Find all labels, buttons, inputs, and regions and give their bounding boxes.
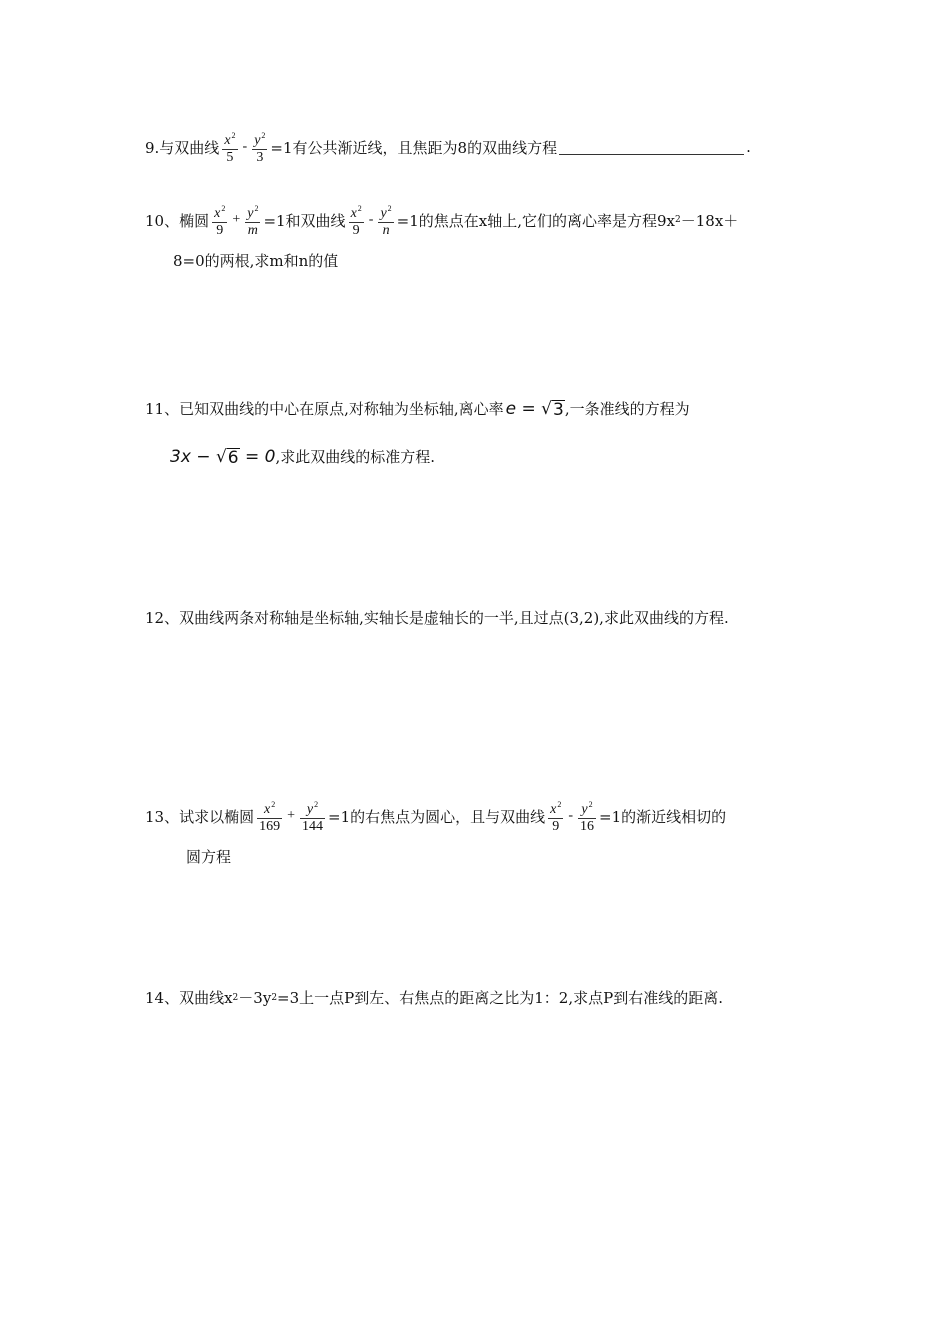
q9-text: =1有公共渐近线，且焦距为8的双曲线方程 (270, 138, 558, 157)
q9-prefix: 9.与双曲线 (145, 138, 220, 157)
eccentricity-expression: e = √ 3 (505, 398, 564, 420)
fraction-y2-over-144: $\frac{y^2}{144}$ (302, 800, 323, 834)
question-12: 12、双曲线两条对称轴是坐标轴,实轴长是虚轴长的一半,且过点(3,2),求此双曲线的方程. (145, 609, 729, 627)
fraction-y2-over-16: $\frac{y^2}{16}$ (580, 800, 595, 834)
question-11-line-2: 3x − √ 6 = 0 ,求此双曲线的标准方程. (170, 446, 436, 468)
sqrt-6: √ 6 (215, 446, 239, 468)
q13-prefix: 13、试求以椭圆 (145, 807, 255, 826)
question-14: 14、双曲线x 2 －3y 2 =3上一点P到左、右焦点的距离之比为1：2,求点P到右准线的距离. (145, 989, 723, 1007)
q11-prefix: 11、已知双曲线的中心在原点,对称轴为坐标轴,离心率 (145, 400, 504, 418)
answer-blank[interactable] (559, 140, 744, 155)
question-10-line-2: 8=0的两根,求m和n的值 (173, 252, 339, 270)
fraction-x2-over-5: $\frac{x^2}{5}$ (224, 131, 236, 165)
directrix-equation: 3x − √ 6 = 0 (170, 446, 276, 468)
question-9: 9.与双曲线 $\frac{x^2}{5}$ - $\frac{y^2}{3}$ =1有公共渐近线，且焦距为8的双曲线方程 . (145, 128, 751, 166)
q10-prefix: 10、椭圆 (145, 211, 210, 230)
question-11: 11、已知双曲线的中心在原点,对称轴为坐标轴,离心率 e = √ 3 ,一条准线的方程为 (145, 398, 690, 420)
fraction-x2-over-9: $\frac{x^2}{9}$ (550, 800, 562, 834)
fraction-y2-over-n: $\frac{y^2}{n}$ (380, 204, 392, 238)
fraction-y2-over-m: $\frac{y^2}{m}$ (247, 204, 259, 238)
question-13-line-2: 圆方程 (186, 848, 232, 866)
fraction-x2-over-9: $\frac{x^2}{9}$ (214, 204, 226, 238)
fraction-x2-over-9-hyperbola: $\frac{x^2}{9}$ (350, 204, 362, 238)
question-10: 10、椭圆 $\frac{x^2}{9}$ + $\frac{y^2}{m}$ =1和双曲线 $\frac{x^2}{9}$ - $\frac{y^2}{n}$ =1的焦点在x轴上,它们的离心率是方程9x 2 －18x＋ (145, 201, 738, 239)
question-13: 13、试求以椭圆 $\frac{x^2}{169}$ + $\frac{y^2}{144}$ =1的右焦点为圆心，且与双曲线 $\frac{x^2}{9}$ - $\frac{y^2}{16}$ =1的渐近线相切的 (145, 797, 726, 835)
fraction-y2-over-3: $\frac{y^2}{3}$ (254, 131, 266, 165)
fraction-x2-over-169: $\frac{x^2}{169}$ (259, 800, 281, 834)
sqrt-3: √ 3 (541, 398, 564, 420)
